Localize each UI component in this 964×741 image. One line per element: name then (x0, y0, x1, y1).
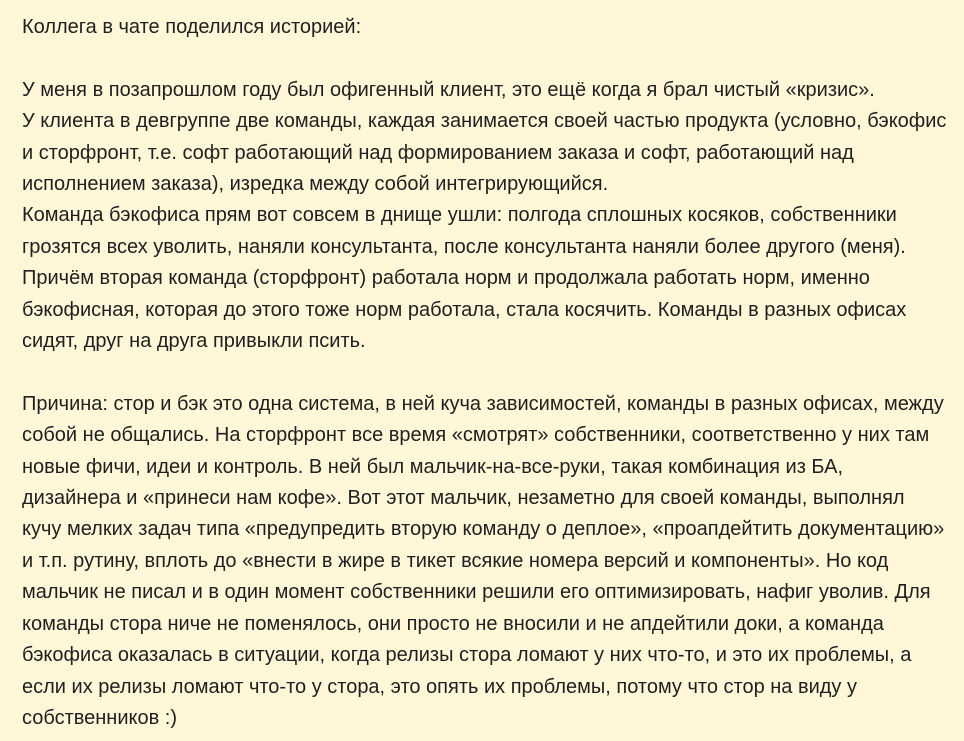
text-line: Команда бэкофиса прям вот совсем в днище ушли: полгода сплошных косяков, собственники (22, 204, 897, 227)
text-line: исполнением заказа), изредка между собой интегрирующийся. (22, 173, 609, 196)
paragraph-gap (22, 43, 942, 74)
text-line: и т.п. рутину, вплоть до «внести в жире в тикет всякие номера версий и компоненты». Но код (22, 549, 889, 572)
text-line: грозятся всех уволить, наняли консультанта, после консультанта наняли более другого (меня). (22, 235, 906, 258)
paragraph-gap (22, 357, 942, 388)
paragraph-2 (22, 389, 945, 734)
text-line: бэкофисная, которая до этого тоже норм работала, стала косячить. Команды в разных офисах (22, 298, 907, 321)
text-line: кучу мелких задач типа «предупредить вторую команду о деплое», «проапдейтить документацию» (22, 518, 945, 541)
paragraph-1 (22, 75, 947, 358)
text-line: собственников :) (22, 706, 178, 729)
text-line: сидят, друг на друга привыкли псить. (22, 330, 366, 353)
text-line: бэкофиса оказалась в ситуации, когда релизы стора ломают у них что-то, и это их проблемы, а (22, 644, 912, 667)
text-line: собой не общались. На сторфронт все время «смотрят» собственники, соответственно у них там (22, 424, 930, 447)
text-line: У меня в позапрошлом году был офигенный клиент, это ещё когда я брал чистый «кризис». (22, 78, 875, 101)
intro-line: Коллега в чате поделился историей: (22, 16, 362, 38)
text-line: если их релизы ломают что-то у стора, это опять их проблемы, потому что стор на виду у (22, 675, 857, 698)
text-line: команды стора ниче не поменялось, они просто не вносили и не апдейтили доки, а команда (22, 612, 884, 635)
text-line: Причина: стор и бэк это одна система, в ней куча зависимостей, команды в разных офисах, между (22, 392, 944, 415)
text-line: дизайнера и «принеси нам кофе». Вот этот мальчик, незаметно для своей команды, выполнял (22, 487, 905, 510)
text-line: новые фичи, идеи и контроль. В ней был мальчик-на-все-руки, такая комбинация из БА, (22, 455, 844, 478)
text-line: Причём вторая команда (сторфронт) работала норм и продолжала работать норм, именно (22, 267, 870, 290)
text-line: и сторфронт, т.е. софт работающий над формированием заказа и софт, работающий над (22, 141, 854, 164)
text-line: мальчик не писал и в один момент собственники решили его оптимизировать, нафиг уволив. Для (22, 581, 931, 604)
text-line: У клиента в девгруппе две команды, каждая занимается своей частью продукта (условно, бэкофис (22, 110, 947, 133)
